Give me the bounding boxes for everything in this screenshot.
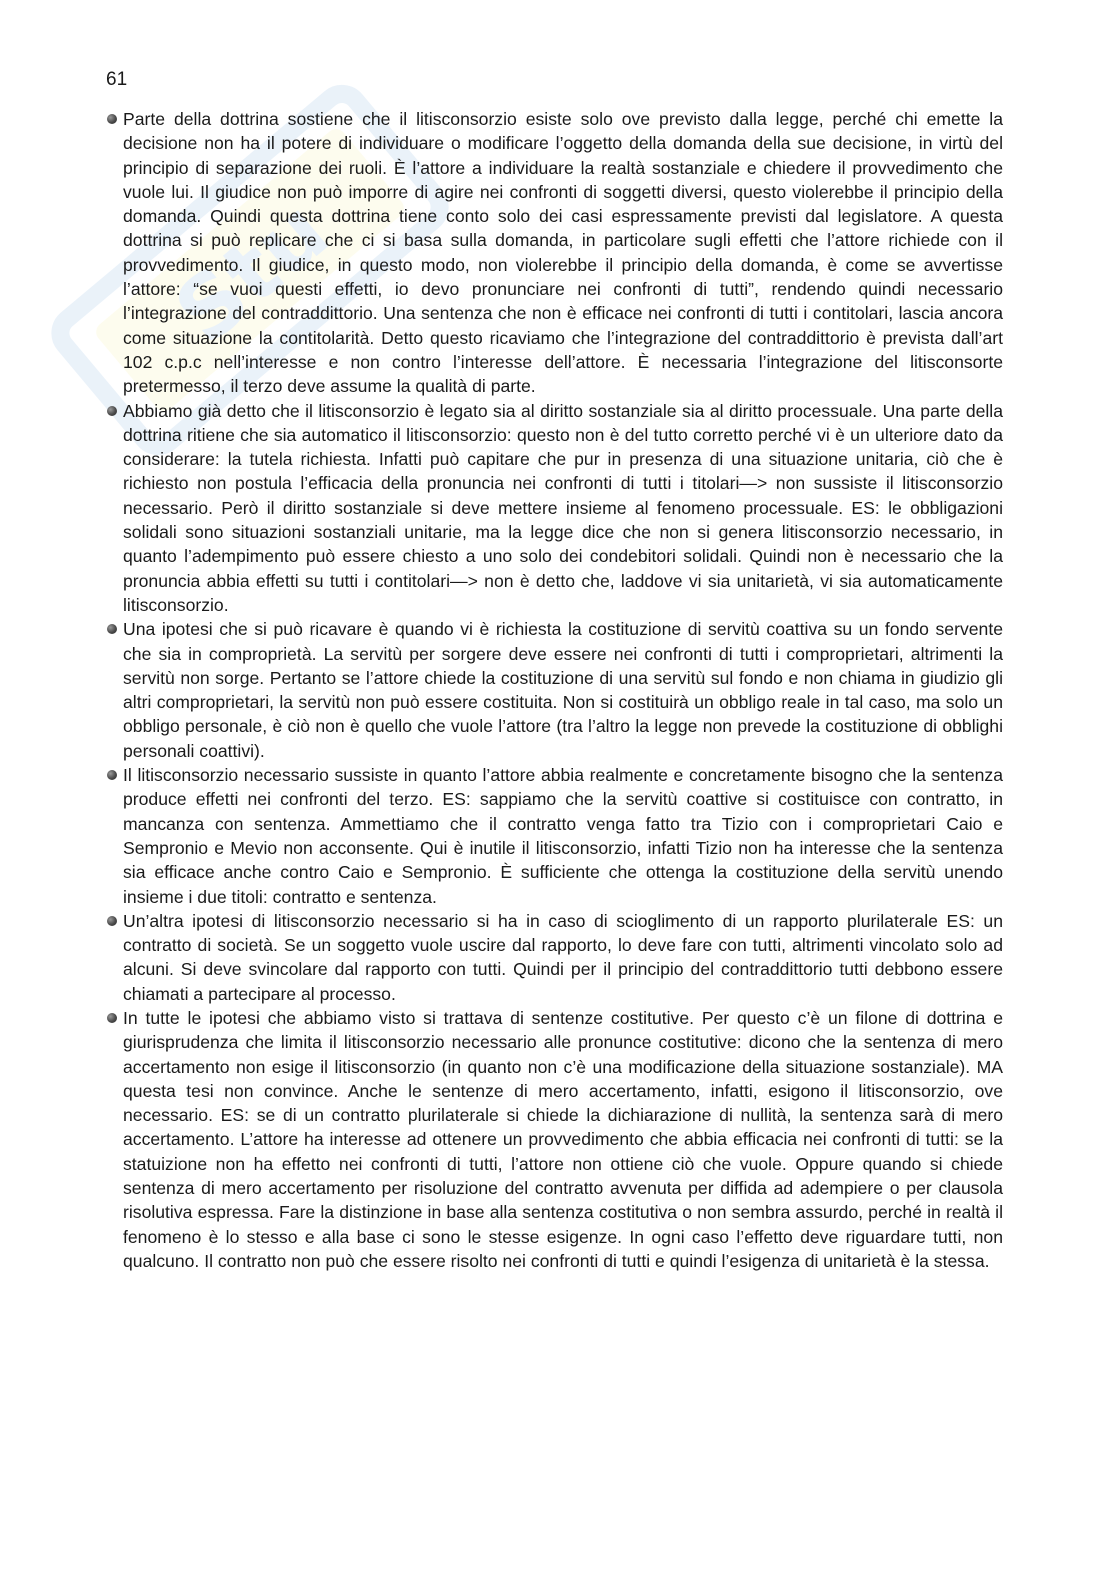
bullet-icon bbox=[107, 1013, 117, 1023]
list-item bbox=[105, 399, 1003, 618]
bullet-icon bbox=[107, 624, 117, 634]
list-item bbox=[105, 763, 1003, 909]
list-item-text: Abbiamo già detto che il litisconsorzio è legato sia al diritto sostanziale sia al diritto processuale. Una parte della dottrina ritiene che sia automatico il litisconsorzio: questo non è del tutto corretto perché vi è un ulteriore dato da considerare: la tutela richiesta. Infatti può capitare che pur in presenza di una situazione unitaria, ciò che è richiesto non postula l’efficacia della pronuncia nei confronti di tutti i titolari—> non sussiste il litisconsorzio necessario. Però il diritto sostanziale si deve mettere insieme al fenomeno processuale. ES: le obbligazioni solidali sono situazioni sostanziali unitarie, ma la legge dice che non si genera litisconsorzio necessario, in quanto l’adempimento può essere chiesto a uno solo dei condebitori solidali. Quindi non è necessario che la pronuncia abbia effetti su tutti i contitolari—> non è detto che, laddove vi sia unitarietà, vi sia automaticamente litisconsorzio. bbox=[123, 400, 1003, 615]
list-item-text: Il litisconsorzio necessario sussiste in quanto l’attore abbia realmente e concretamente bisogno che la sentenza produce effetti nei confronti del terzo. ES: sappiamo che la servitù coattive si costituisce con contratto, in mancanza con sentenza. Ammettiamo che il contratto venga fatto tra Tizio con i comproprietari Caio e Sempronio e Mevio non acconsente. Qui è inutile il litisconsorzio, infatti Tizio non ha interesse che la sentenza sia efficace anche contro Caio e Sempronio. È sufficiente che ottenga la costituzione della servitù unendo insieme i due titoli: contratto e sentenza. bbox=[123, 765, 1003, 907]
svg-text:Stu: Stu bbox=[156, 181, 347, 364]
bullet-icon bbox=[107, 770, 117, 780]
bullet-icon bbox=[107, 406, 117, 416]
bullet-icon bbox=[107, 916, 117, 926]
document-body bbox=[105, 107, 1003, 1273]
list-item-text: In tutte le ipotesi che abbiamo visto si trattava di sentenze costitutive. Per questo c’è un filone di dottrina e giurisprudenza che limita il litisconsorzio necessario alle pronunce costitutive: dicono che la sentenza di mero accertamento non esige il litisconsorzio (in quanto non c’è una modificazione della situazione sostanziale). MA questa tesi non convince. Anche le sentenze di mero accertamento, infatti, esigono il litisconsorzio, ove necessario. ES: se di un contratto plurilaterale si chiede la dichiarazione di nullità, la sentenza sarà di mero accertamento. L’attore ha interesse ad ottenere un provvedimento che abbia efficacia nei confronti di tutti: se la statuizione non ha effetto nei confronti di tutti, l’attore non ottiene ciò che vuole. Oppure quando si chiede sentenza di mero accertamento per risoluzione del contratto avvenuta per diffida ad adempiere o per clausola risolutiva espressa. Fare la distinzione in base alla sentenza costitutiva o non sembra assurdo, perché in realtà il fenomeno è lo stesso e alla base ci sono le stesse esigenze. In ogni caso l’effetto deve riguardare tutti, non qualcuno. Il contratto non può che essere risolto nei confronti di tutti e quindi l’esigenza di unitarietà è la stessa. bbox=[123, 1007, 1003, 1271]
list-item-text: Parte della dottrina sostiene che il litisconsorzio esiste solo ove previsto dalla legge, perché chi emette la decisione non ha il potere di individuare o modificare l’oggetto della domanda della sue decisione, in virtù del principio di separazione dei ruoli. È l’attore a individuare la realtà sostanziale e chiedere il provvedimento che vuole lui. Il giudice non può imporre di agire nei confronti di soggetti diversi, questo violerebbe il principio della domanda. Quindi questa dottrina tiene conto solo dei casi espressamente previsti dal legislatore. A questa dottrina si può replicare che ci si basa sulla domanda, in particolare sugli effetti che l’attore richiede con il provvedimento. Il giudice, in questo modo, non violerebbe il principio della domanda, è come se avvertisse l’attore: “se vuoi questi effetti, io devo pronunciare nei confronti di tutti”, rendendo quindi necessario l’integrazione del contraddittorio. Una sentenza che non è efficace nei confronti di tutti i contitolari, lascia ancora come situazione la contitolarità. Detto questo ricaviamo che l’integrazione del contraddittorio è prevista dall’art 102 c.p.c nell’interesse e non contro l’interesse dell’attore. È necessaria l’integrazione del litisconsorte pretermesso, il terzo deve assume la qualità di parte. bbox=[123, 109, 1003, 397]
list-item-text: Un’altra ipotesi di litisconsorzio necessario si ha in caso di scioglimento di un rapporto plurilaterale ES: un contratto di società. Se un soggetto vuole uscire dal rapporto, lo deve fare con tutti, altrimenti vincolato solo ad alcuni. Si deve svincolare dal rapporto con tutti. Quindi per il principio del contraddittorio tutti debbono essere chiamati a partecipare al processo. bbox=[123, 910, 1003, 1004]
list-item bbox=[105, 1006, 1003, 1273]
list-item-text: Una ipotesi che si può ricavare è quando vi è richiesta la costituzione di servitù coattiva su un fondo servente che sia in comproprietà. La servitù per sorgere deve essere nei confronti di tutti i comproprietari, altrimenti la servitù non sorge. Pertanto se l’attore chiede la costituzione di una servitù sul fondo e non chiama in giudizio gli altri comproprietari, la servitù non può essere costituita. Non si costituirà un obbligo reale in tal caso, ma solo un obbligo personale, è ciò non è quello che vuole l’attore (tra l’altro la legge non prevede la costituzione di obblighi personali coattivi). bbox=[123, 619, 1003, 761]
bullet-icon bbox=[107, 114, 117, 124]
page-number: 61 bbox=[106, 69, 128, 90]
list-item bbox=[105, 107, 1003, 399]
list-item bbox=[105, 617, 1003, 763]
list-item bbox=[105, 909, 1003, 1006]
